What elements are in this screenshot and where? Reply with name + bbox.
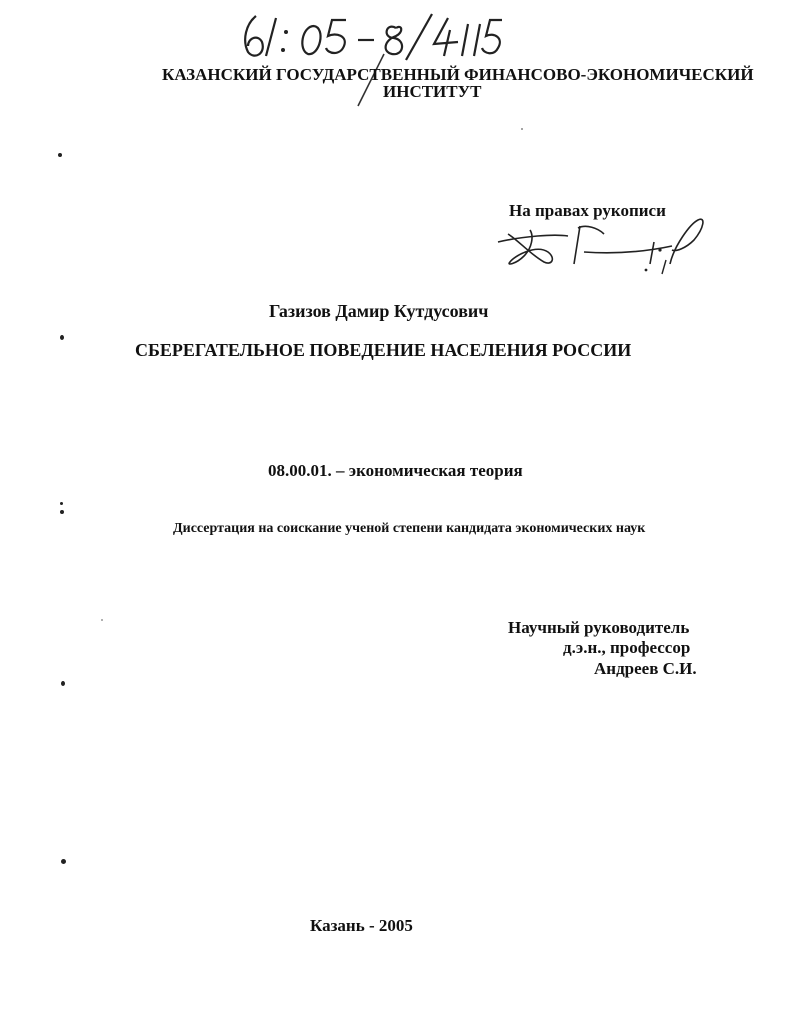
margin-speck: [101, 619, 103, 621]
margin-speck: [60, 502, 63, 505]
degree-statement: Диссертация на соискание ученой степени кандидата экономических наук: [173, 521, 646, 536]
margin-speck: [58, 153, 62, 157]
dissertation-title: СБЕРЕГАТЕЛЬНОЕ ПОВЕДЕНИЕ НАСЕЛЕНИЯ РОССИИ: [135, 340, 632, 360]
author-name: Газизов Дамир Кутдусович: [269, 301, 489, 321]
supervisor-label: Научный руководитель: [508, 618, 690, 637]
supervisor-rank: д.э.н., профессор: [563, 638, 691, 657]
author-signature: [494, 206, 709, 276]
institute-line-1: КАЗАНСКИЙ ГОСУДАРСТВЕННЫЙ ФИНАНСОВО-ЭКОНОМИЧЕСКИЙ: [162, 65, 754, 84]
city-year: Казань - 2005: [310, 916, 413, 935]
margin-speck: [521, 128, 523, 130]
manuscript-note: На правах рукописи: [509, 201, 666, 220]
margin-speck: [61, 681, 65, 686]
specialty-code: 08.00.01. – экономическая теория: [268, 461, 523, 480]
supervisor-name: Андреев С.И.: [594, 659, 697, 678]
institute-line-2: ИНСТИТУТ: [383, 82, 482, 101]
margin-speck: [60, 335, 64, 340]
margin-speck: [60, 510, 64, 514]
margin-speck: [61, 859, 66, 864]
